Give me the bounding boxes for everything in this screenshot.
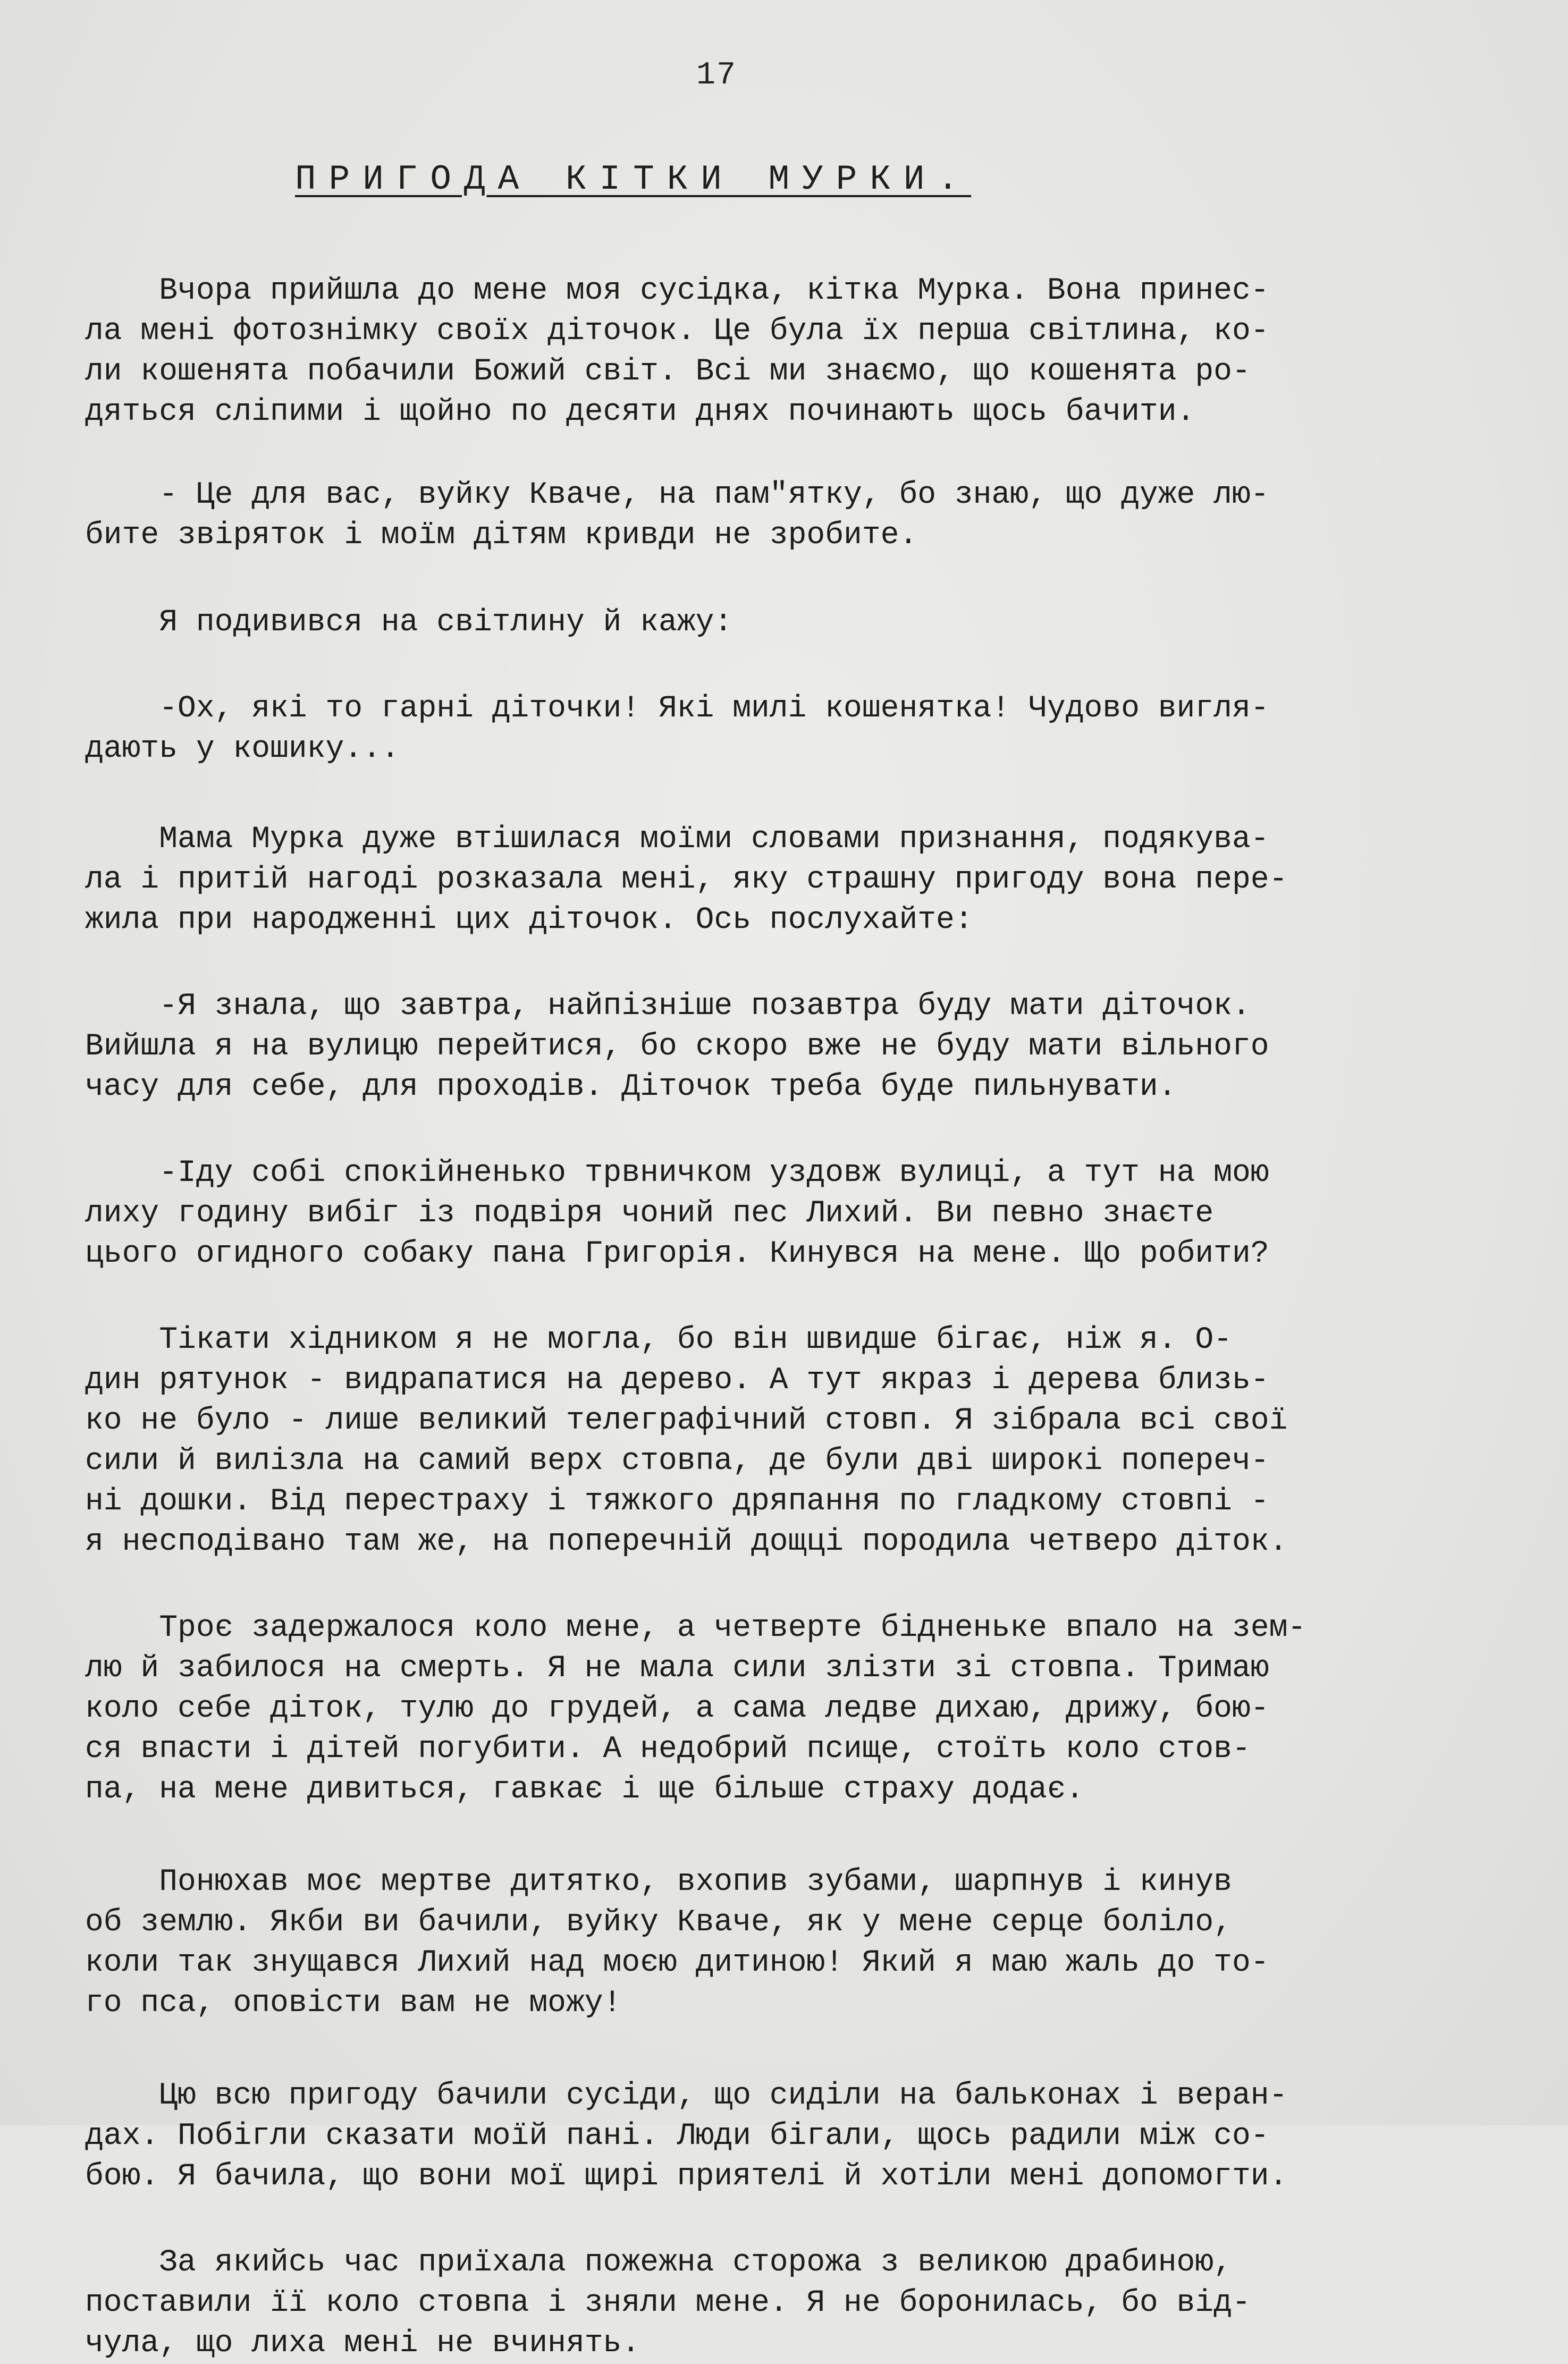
paragraph: За якийсь час приїхала пожежна сторожа з великою драбиною, поставили її коло стовпа і зняли мене. Я не боронилась, бо від- чула, що лиха мені не вчинять. [85,2245,1251,2361]
paragraph: Мама Мурка дуже втішилася моїми словами признання, подякува- ла і притій нагоді розказала мені, яку страшну пригоду вона пере- жила при народженні цих діточок. Ось послухайте: [85,822,1288,938]
paragraph: Вчора прийшла до мене моя сусідка, кітка Мурка. Вона принес- ла мені фотознімку своїх діточок. Це була їх перша світлина, ко- ли кошенята побачили Божий світ. Всі ми знаємо, що кошенята ро- дяться сліпими і щойно по десяти днях починають щось бачити. [85,274,1269,429]
page-number: 17 [696,57,737,94]
paragraph: Я подивився на світлину й кажу: [85,605,733,640]
paragraph: Троє задержалося коло мене, а четверте бідненьке впало на зем- лю й забилося на смерть. Я не мала сили злізти зі стовпа. Тримаю коло себе діток, тулю до грудей, а сама ледве дихаю, дрижу, бою- ся впасти і дітей погубити. А недобрий псище, стоїть коло стов- па, на мене дивиться, гавкає і ще більше страху додає. [85,1611,1306,1807]
story-body [85,271,1520,2364]
paragraph: Понюхав моє мертве дитятко, вхопив зубами, шарпнув і кинув об землю. Якби ви бачили, вуйку Кваче, як у мене серце боліло, коли так знущався Лихий над моєю дитиною! Який я маю жаль до то- го пса, оповісти вам не можу! [85,1865,1269,2021]
story-title: ПРИГОДА КІТКИ МУРКИ. [295,159,972,199]
paragraph: -Іду собі спокійненько трвничком уздовж вулиці, а тут на мою лиху годину вибіг із подвіря чоний пес Лихий. Ви певно знаєте цього огидного собаку пана Григорія. Кинувся на мене. Що робити? [85,1156,1269,1271]
paragraph: - Це для вас, вуйку Кваче, на пам"ятку, бо знаю, що дуже лю- бите звіряток і моїм дітям кривди не зробите. [85,478,1269,553]
paragraph: Цю всю пригоду бачили сусіди, що сиділи на бальконах і веран- дах. Побігли сказати моїй пані. Люди бігали, щось радили між со- бою. Я бачила, що вони мої щирі приятелі й хотіли мені допомогти. [85,2079,1288,2194]
paragraph: Тікати хідником я не могла, бо він швидше бігає, ніж я. О- дин рятунок - видрапатися на дерево. А тут якраз і дерева близь- ко не було - лише великий телеграфічний стовп. Я зібрала всі свої сили й вилізла на самий верх стовпа, де були дві широкі попереч- ні дошки. Від перестраху і тяжкого дряпання по гладкому стовпі - я несподівано там же, на поперечній дощці породила четверо діток. [85,1323,1288,1559]
paragraph: -Ох, які то гарні діточки! Які милі кошенятка! Чудово вигля- дають у кошику... [85,691,1269,766]
paragraph: -Я знала, що завтра, найпізніше позавтра буду мати діточок. Вийшла я на вулицю перейтися, бо скоро вже не буду мати вільного часу для себе, для проходів. Діточок треба буде пильнувати. [85,989,1269,1104]
